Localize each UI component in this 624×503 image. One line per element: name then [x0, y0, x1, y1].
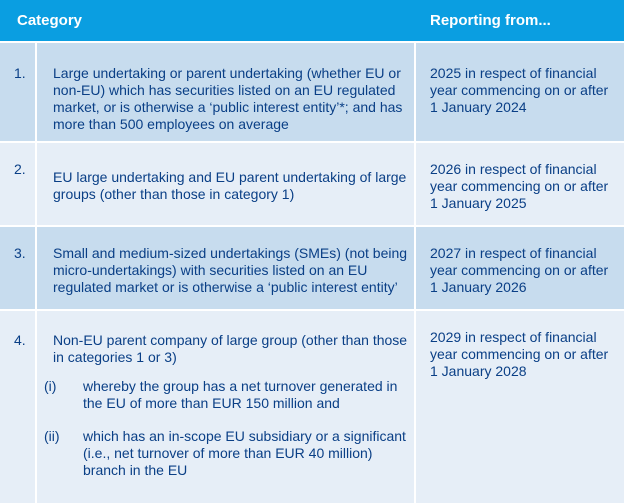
- row-number: 1.: [14, 65, 26, 81]
- sub-item-marker: (i): [44, 378, 57, 394]
- row-description-cell: [37, 227, 414, 309]
- table-row: [0, 43, 624, 141]
- row-reporting: 2026 in respect of financial year commencing on or after 1 January 2025: [430, 161, 609, 211]
- table-row: [0, 227, 624, 309]
- header-reporting-from: Reporting from...: [430, 12, 551, 29]
- row-reporting: 2027 in respect of financial year commencing on or after 1 January 2026: [430, 245, 609, 295]
- row-description: Large undertaking or parent undertaking (whether EU or non-EU) which has securities listed on an EU regulated market, or is otherwise a ‘public interest entity’*; and has more than 500 employees on average: [53, 65, 403, 132]
- header-category: Category: [17, 12, 83, 29]
- sub-item-text: which has an in-scope EU subsidiary or a significant (i.e., net turnover of more than EUR 40 million) branch in the EU: [83, 428, 406, 478]
- row-number-cell: [0, 143, 35, 225]
- table-header: [0, 0, 624, 41]
- row-description-cell: [37, 143, 414, 225]
- sub-item-text: whereby the group has a net turnover generated in the EU of more than EUR 150 million and: [83, 378, 398, 411]
- row-reporting: 2029 in respect of financial year commencing on or after 1 January 2028: [430, 329, 609, 379]
- row-reporting-cell: [416, 311, 624, 503]
- row-description: Non-EU parent company of large group (other than those in categories 1 or 3): [53, 332, 408, 365]
- row-reporting-cell: [416, 227, 624, 309]
- row-number-cell: [0, 227, 35, 309]
- sub-item-marker: (ii): [44, 428, 60, 444]
- row-reporting-cell: [416, 143, 624, 225]
- row-number: 4.: [14, 332, 26, 348]
- row-number: 2.: [14, 161, 26, 177]
- row-reporting-cell: [416, 43, 624, 141]
- row-reporting: 2025 in respect of financial year commencing on or after 1 January 2024: [430, 65, 609, 115]
- row-description: Small and medium-sized undertakings (SMEs) (not being micro-undertakings) with securities listed on an EU regulated market or is otherwise a ‘public interest entity’: [53, 245, 408, 295]
- row-description-cell: [37, 311, 414, 503]
- row-description-cell: [37, 43, 414, 141]
- row-number-cell: [0, 43, 35, 141]
- row-number: 3.: [14, 245, 26, 261]
- row-description: EU large undertaking and EU parent undertaking of large groups (other than those in category 1): [53, 169, 407, 202]
- table-row: [0, 143, 624, 225]
- row-number-cell: [0, 311, 35, 503]
- table-row: [0, 311, 624, 503]
